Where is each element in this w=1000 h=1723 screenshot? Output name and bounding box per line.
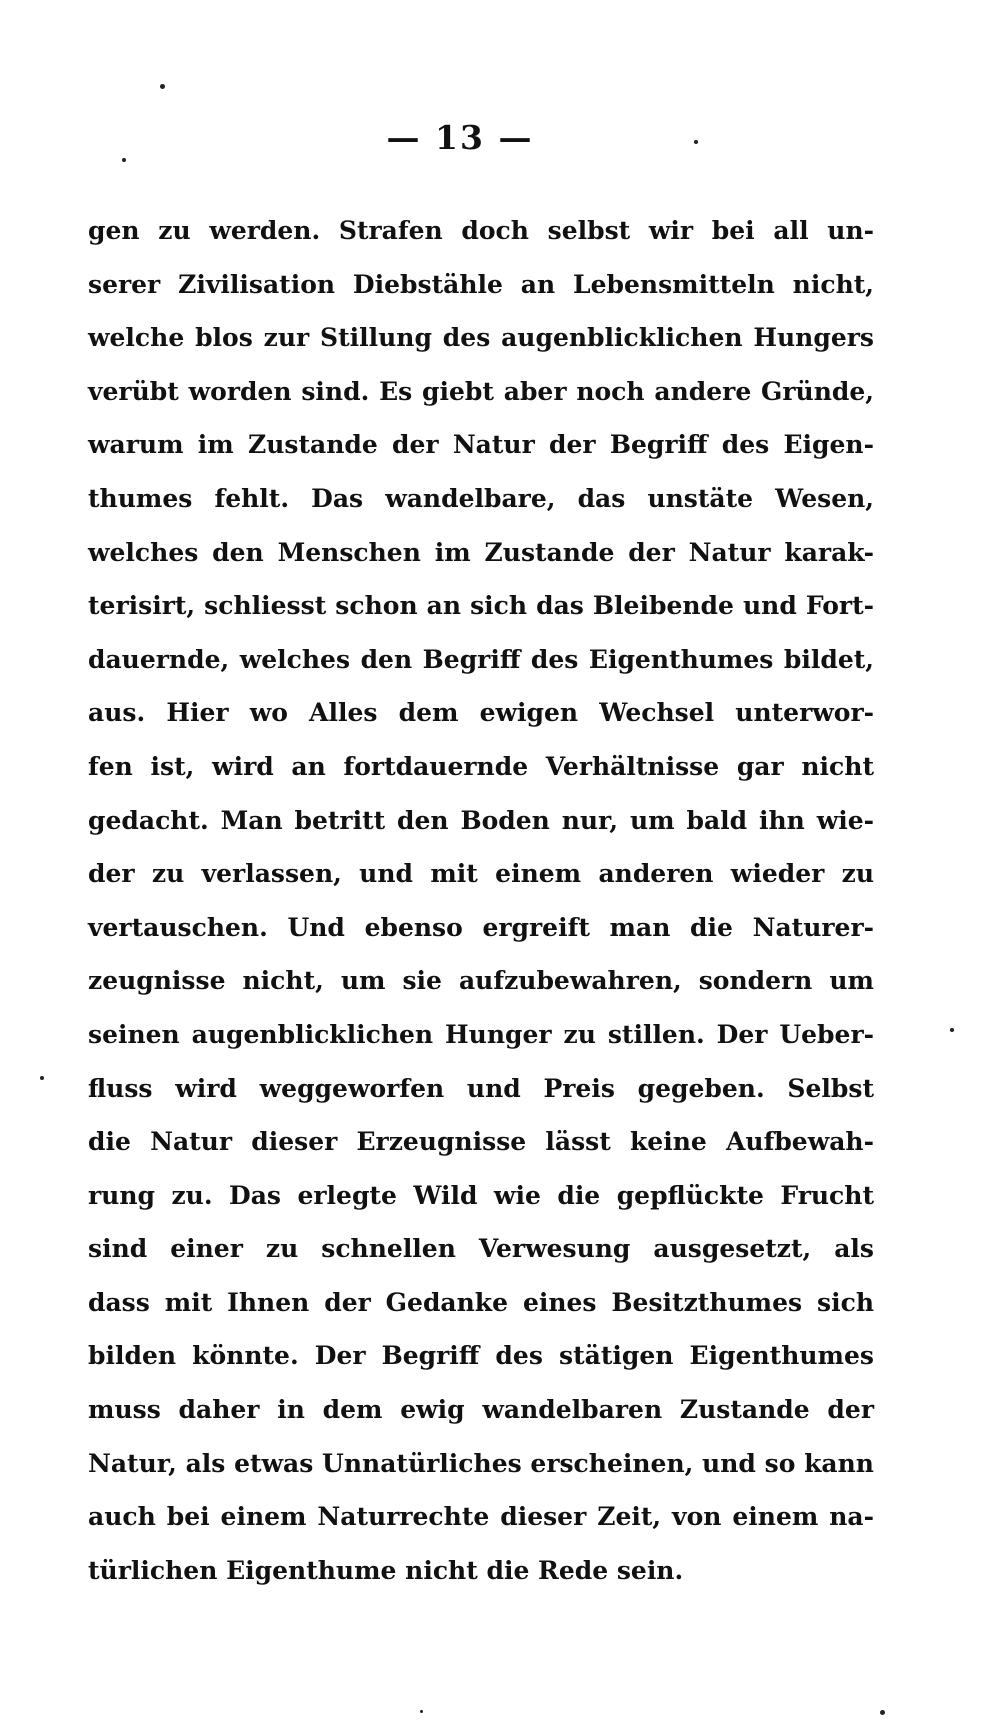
- text-line: fluss wird weggeworfen und Preis gegeben. Selbst: [88, 1073, 874, 1103]
- text-line: auch bei einem Naturrechte dieser Zeit, von einem na-: [88, 1502, 874, 1532]
- text-line: türlichen Eigenthume nicht die Rede sein.: [88, 1555, 684, 1585]
- text-line: der zu verlassen, und mit einem anderen wieder zu: [88, 859, 874, 889]
- text-line: gedacht. Man betritt den Boden nur, um bald ihn wie-: [88, 805, 874, 835]
- text-line: vertauschen. Und ebenso ergreift man die Naturer-: [88, 912, 874, 942]
- text-line: die Natur dieser Erzeugnisse lässt keine Aufbewah-: [88, 1127, 874, 1157]
- body-text: [88, 204, 874, 1597]
- scan-speck: [160, 84, 165, 89]
- text-line: zeugnisse nicht, um sie aufzubewahren, sondern um: [88, 966, 874, 996]
- scan-speck: [950, 1028, 954, 1032]
- text-line: sind einer zu schnellen Verwesung ausgesetzt, als: [88, 1234, 874, 1264]
- text-line: dass mit Ihnen der Gedanke eines Besitzthumes sich: [88, 1287, 874, 1317]
- text-line: seinen augenblicklichen Hunger zu stillen. Der Ueber-: [88, 1019, 874, 1049]
- scan-speck: [694, 140, 698, 144]
- text-line: gen zu werden. Strafen doch selbst wir bei all un-: [88, 216, 874, 245]
- text-line: Natur, als etwas Unnatürliches erscheinen, und so kann: [88, 1448, 874, 1478]
- scan-speck: [420, 1710, 423, 1713]
- text-line: thumes fehlt. Das wandelbare, das unstäte Wesen,: [88, 483, 874, 513]
- scan-speck: [880, 1710, 885, 1715]
- text-line: warum im Zustande der Natur der Begriff des Eigen-: [88, 430, 874, 460]
- text-line: bilden könnte. Der Begriff des stätigen Eigenthumes: [88, 1341, 874, 1371]
- page-number: — 13 —: [386, 118, 534, 157]
- text-line: welche blos zur Stillung des augenblicklichen Hungers: [88, 323, 874, 353]
- text-line: aus. Hier wo Alles dem ewigen Wechsel unterwor-: [88, 698, 874, 728]
- text-line: rung zu. Das erlegte Wild wie die gepflückte Frucht: [88, 1180, 874, 1210]
- text-line: dauernde, welches den Begriff des Eigenthumes bildet,: [88, 644, 874, 674]
- scan-speck: [122, 158, 126, 162]
- text-line: muss daher in dem ewig wandelbaren Zustande der: [88, 1395, 874, 1425]
- text-line: terisirt, schliesst schon an sich das Bleibende und Fort-: [88, 591, 874, 621]
- text-line: verübt worden sind. Es giebt aber noch andere Gründe,: [88, 376, 874, 406]
- text-line: welches den Menschen im Zustande der Natur karak-: [88, 537, 874, 567]
- text-line: serer Zivilisation Diebstähle an Lebensmitteln nicht,: [88, 269, 874, 299]
- text-line: fen ist, wird an fortdauernde Verhältnisse gar nicht: [88, 751, 874, 781]
- scan-speck: [40, 1076, 44, 1080]
